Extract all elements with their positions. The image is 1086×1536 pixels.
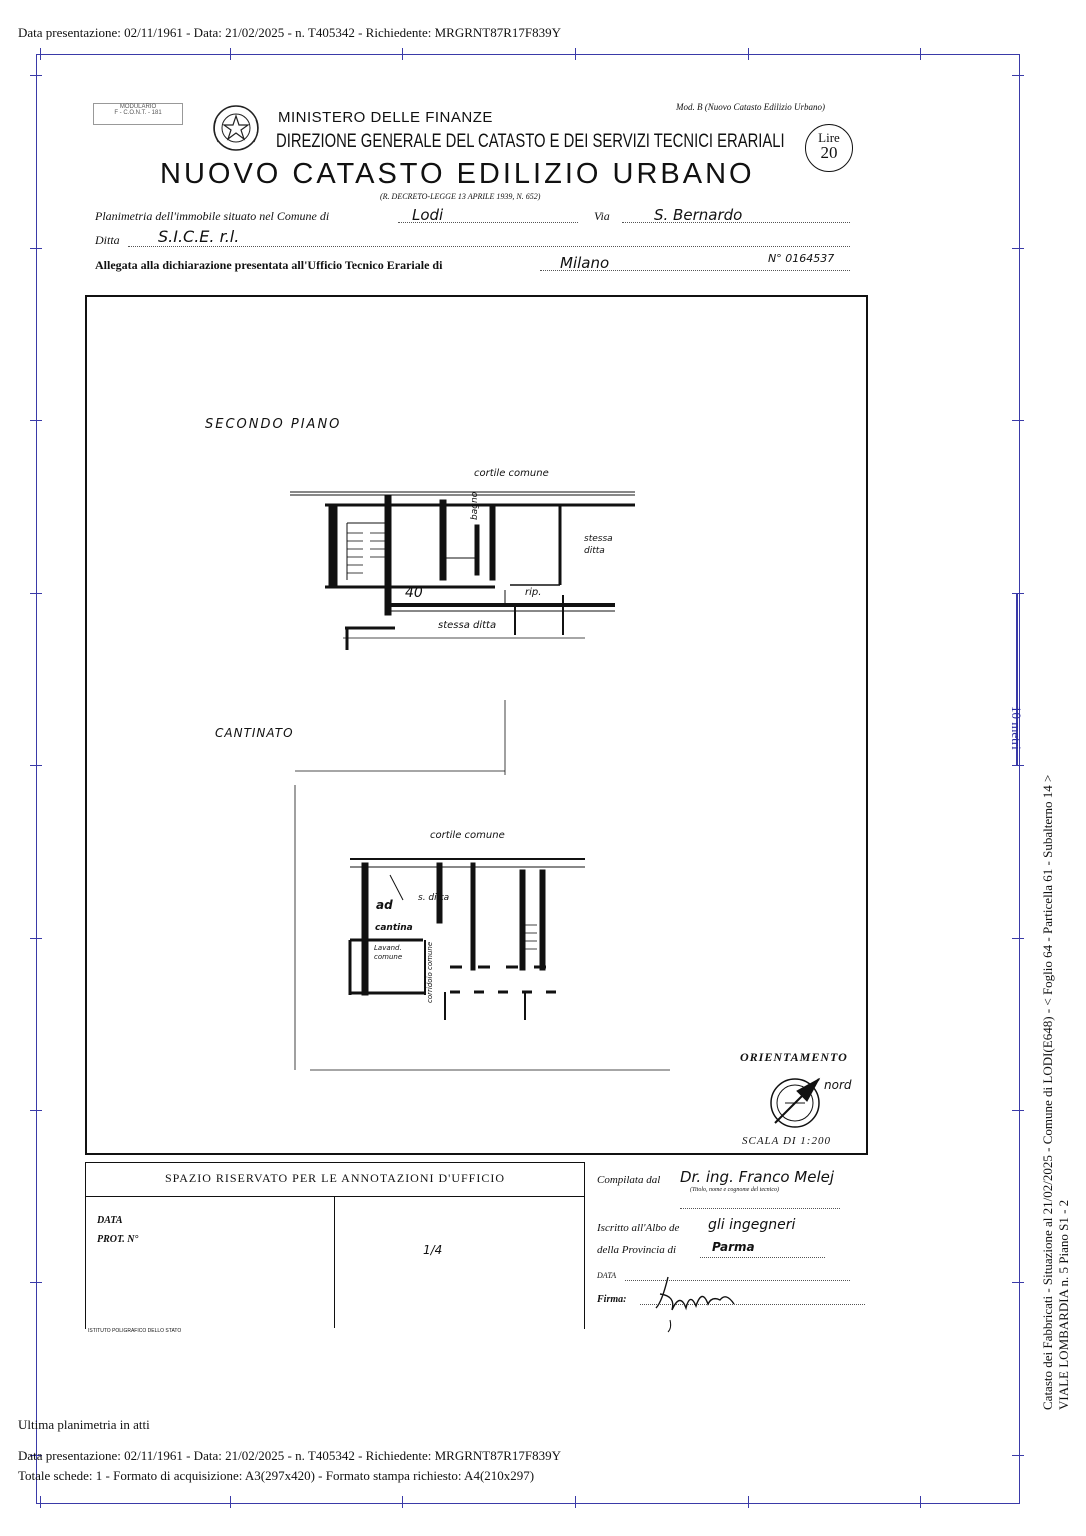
- ministry-label: MINISTERO DELLE FINANZE: [278, 109, 493, 126]
- firma-label: Firma:: [597, 1294, 627, 1305]
- annotations-prot-label: PROT. N°: [97, 1234, 139, 1245]
- scala-label: SCALA DI 1:200: [742, 1135, 831, 1147]
- annotations-box: [85, 1162, 585, 1329]
- frame-tick: [1012, 765, 1024, 766]
- side-address-info: VIALE LOMBARDIA n. 5 Piano S1 - 2: [1056, 1199, 1071, 1410]
- frame-tick: [230, 1496, 231, 1508]
- annotations-divider: [85, 1196, 585, 1197]
- frame-tick: [402, 48, 403, 60]
- modulario-box: [93, 103, 183, 125]
- frame-tick: [30, 938, 42, 939]
- frame-tick: [1012, 1110, 1024, 1111]
- cantina-label: cantina: [375, 923, 413, 933]
- floor-plan-drawing: [85, 295, 866, 1153]
- modulario-code: F - C.O.N.T. - 181: [114, 110, 162, 116]
- via-value: S. Bernardo: [654, 206, 743, 224]
- frame-tick: [748, 48, 749, 60]
- stessa-ditta-bottom-label: stessa ditta: [438, 620, 497, 631]
- ufficio-value: Milano: [560, 254, 610, 272]
- frame-tick: [1012, 1282, 1024, 1283]
- dimension-label: 40: [405, 585, 423, 601]
- ad-label: ad: [376, 898, 393, 912]
- lire-value: 20: [820, 143, 838, 162]
- side-cadastral-info: Catasto dei Fabbricati - Situazione al 21/02/2025 - Comune di LODI(E648) - < Foglio 64 - Particella 61 - Subalterno 14 >: [1040, 774, 1055, 1410]
- lire-label: Lire: [818, 130, 840, 145]
- s-ditta-label: s. ditta: [418, 893, 450, 903]
- comune-value: Lodi: [412, 206, 444, 224]
- frame-tick: [30, 1282, 42, 1283]
- frame-tick: [30, 1110, 42, 1111]
- via-label: Via: [594, 209, 610, 223]
- handwritten-mark: 1/4: [423, 1243, 443, 1257]
- titolo-note: (Titolo, nome e cognome del tecnico): [690, 1187, 779, 1193]
- footer-ultima: Ultima planimetria in atti: [18, 1417, 150, 1432]
- footer-line-2: Totale schede: 1 - Formato di acquisizione: A3(297x420) - Formato stampa richiesto: A4(210x297): [18, 1468, 535, 1483]
- corridoio-label: corridoio comune: [426, 941, 434, 1003]
- cortile-comune-label: cortile comune: [474, 468, 549, 479]
- modulario-label: MODULARIO: [119, 104, 157, 110]
- frame-tick: [575, 1496, 576, 1508]
- frame-tick: [1012, 593, 1024, 594]
- stessa-ditta-right-label: stessa ditta: [584, 534, 613, 556]
- annotations-column-divider: [334, 1196, 335, 1328]
- printer-label: ISTITUTO POLIGRAFICO DELLO STATO: [88, 1328, 182, 1334]
- form-title: NUOVO CATASTO EDILIZIO URBANO: [160, 158, 755, 190]
- orientamento-label: ORIENTAMENTO: [740, 1050, 848, 1064]
- allegata-label: Allegata alla dichiarazione presentata all'Ufficio Tecnico Erariale di: [95, 258, 443, 272]
- frame-tick: [1012, 75, 1024, 76]
- signature-icon: [650, 1272, 740, 1334]
- frame-tick: [40, 1496, 41, 1508]
- frame-tick: [30, 765, 42, 766]
- nord-label: nord: [824, 1078, 852, 1092]
- frame-tick: [30, 75, 42, 76]
- footer-line-1: Data presentazione: 02/11/1961 - Data: 21/02/2025 - n. T405342 - Richiedente: MRGRNT87R17F839Y: [18, 1448, 562, 1463]
- compilata-value: Dr. ing. Franco Melej: [680, 1168, 835, 1186]
- ditta-label: Ditta: [95, 233, 120, 247]
- lire-stamp: [805, 124, 853, 172]
- compilata-label: Compilata dal: [597, 1174, 661, 1186]
- mod-label: Mod. B (Nuovo Catasto Edilizio Urbano): [676, 102, 825, 112]
- header-info: Data presentazione: 02/11/1961 - Data: 21/02/2025 - n. T405342 - Richiedente: MRGRNT87R17F839Y: [18, 25, 562, 40]
- lavanderia-label: Lavand. comune: [374, 944, 403, 961]
- cantinato-label: CANTINATO: [215, 726, 294, 740]
- cortile-comune-2-label: cortile comune: [430, 830, 505, 841]
- bagno-label: bagno: [470, 491, 480, 520]
- frame-tick: [30, 420, 42, 421]
- scale-bar-label: 10 metri: [1009, 706, 1024, 750]
- ditta-value: S.I.C.E. r.l.: [158, 227, 240, 246]
- frame-tick: [40, 48, 41, 60]
- compilata-line: [680, 1208, 840, 1209]
- annotations-data-label: DATA: [97, 1215, 123, 1226]
- frame-tick: [1012, 1455, 1024, 1456]
- secondo-piano-label: SECONDO PIANO: [205, 417, 342, 432]
- frame-tick: [575, 48, 576, 60]
- albo-value: gli ingegneri: [708, 1217, 796, 1233]
- emblem-icon: [210, 100, 262, 156]
- direction-label: DIREZIONE GENERALE DEL CATASTO E DEI SERVIZI TECNICI ERARIALI: [276, 131, 785, 152]
- ditta-line: [128, 246, 850, 247]
- annotations-title: SPAZIO RISERVATO PER LE ANNOTAZIONI D'UFFICIO: [164, 1171, 506, 1185]
- frame-tick: [402, 1496, 403, 1508]
- frame-tick: [230, 48, 231, 60]
- provincia-label: della Provincia di: [597, 1244, 677, 1256]
- provincia-line: [700, 1257, 825, 1258]
- compiler-data-label: DATA: [597, 1271, 617, 1280]
- rip-label: rip.: [525, 587, 542, 598]
- frame-tick: [1012, 938, 1024, 939]
- planimetria-label: Planimetria dell'immobile situato nel Comune di: [95, 209, 330, 223]
- frame-tick: [30, 248, 42, 249]
- frame-tick: [30, 593, 42, 594]
- frame-tick: [920, 48, 921, 60]
- frame-tick: [748, 1496, 749, 1508]
- iscritto-label: Iscritto all'Albo de: [597, 1222, 680, 1234]
- decree-label: (R. DECRETO-LEGGE 13 APRILE 1939, N. 652): [380, 192, 541, 201]
- numero-value: N° 0164537: [768, 252, 835, 265]
- frame-tick: [920, 1496, 921, 1508]
- frame-tick: [1012, 420, 1024, 421]
- provincia-value: Parma: [712, 1240, 755, 1254]
- frame-tick: [1012, 248, 1024, 249]
